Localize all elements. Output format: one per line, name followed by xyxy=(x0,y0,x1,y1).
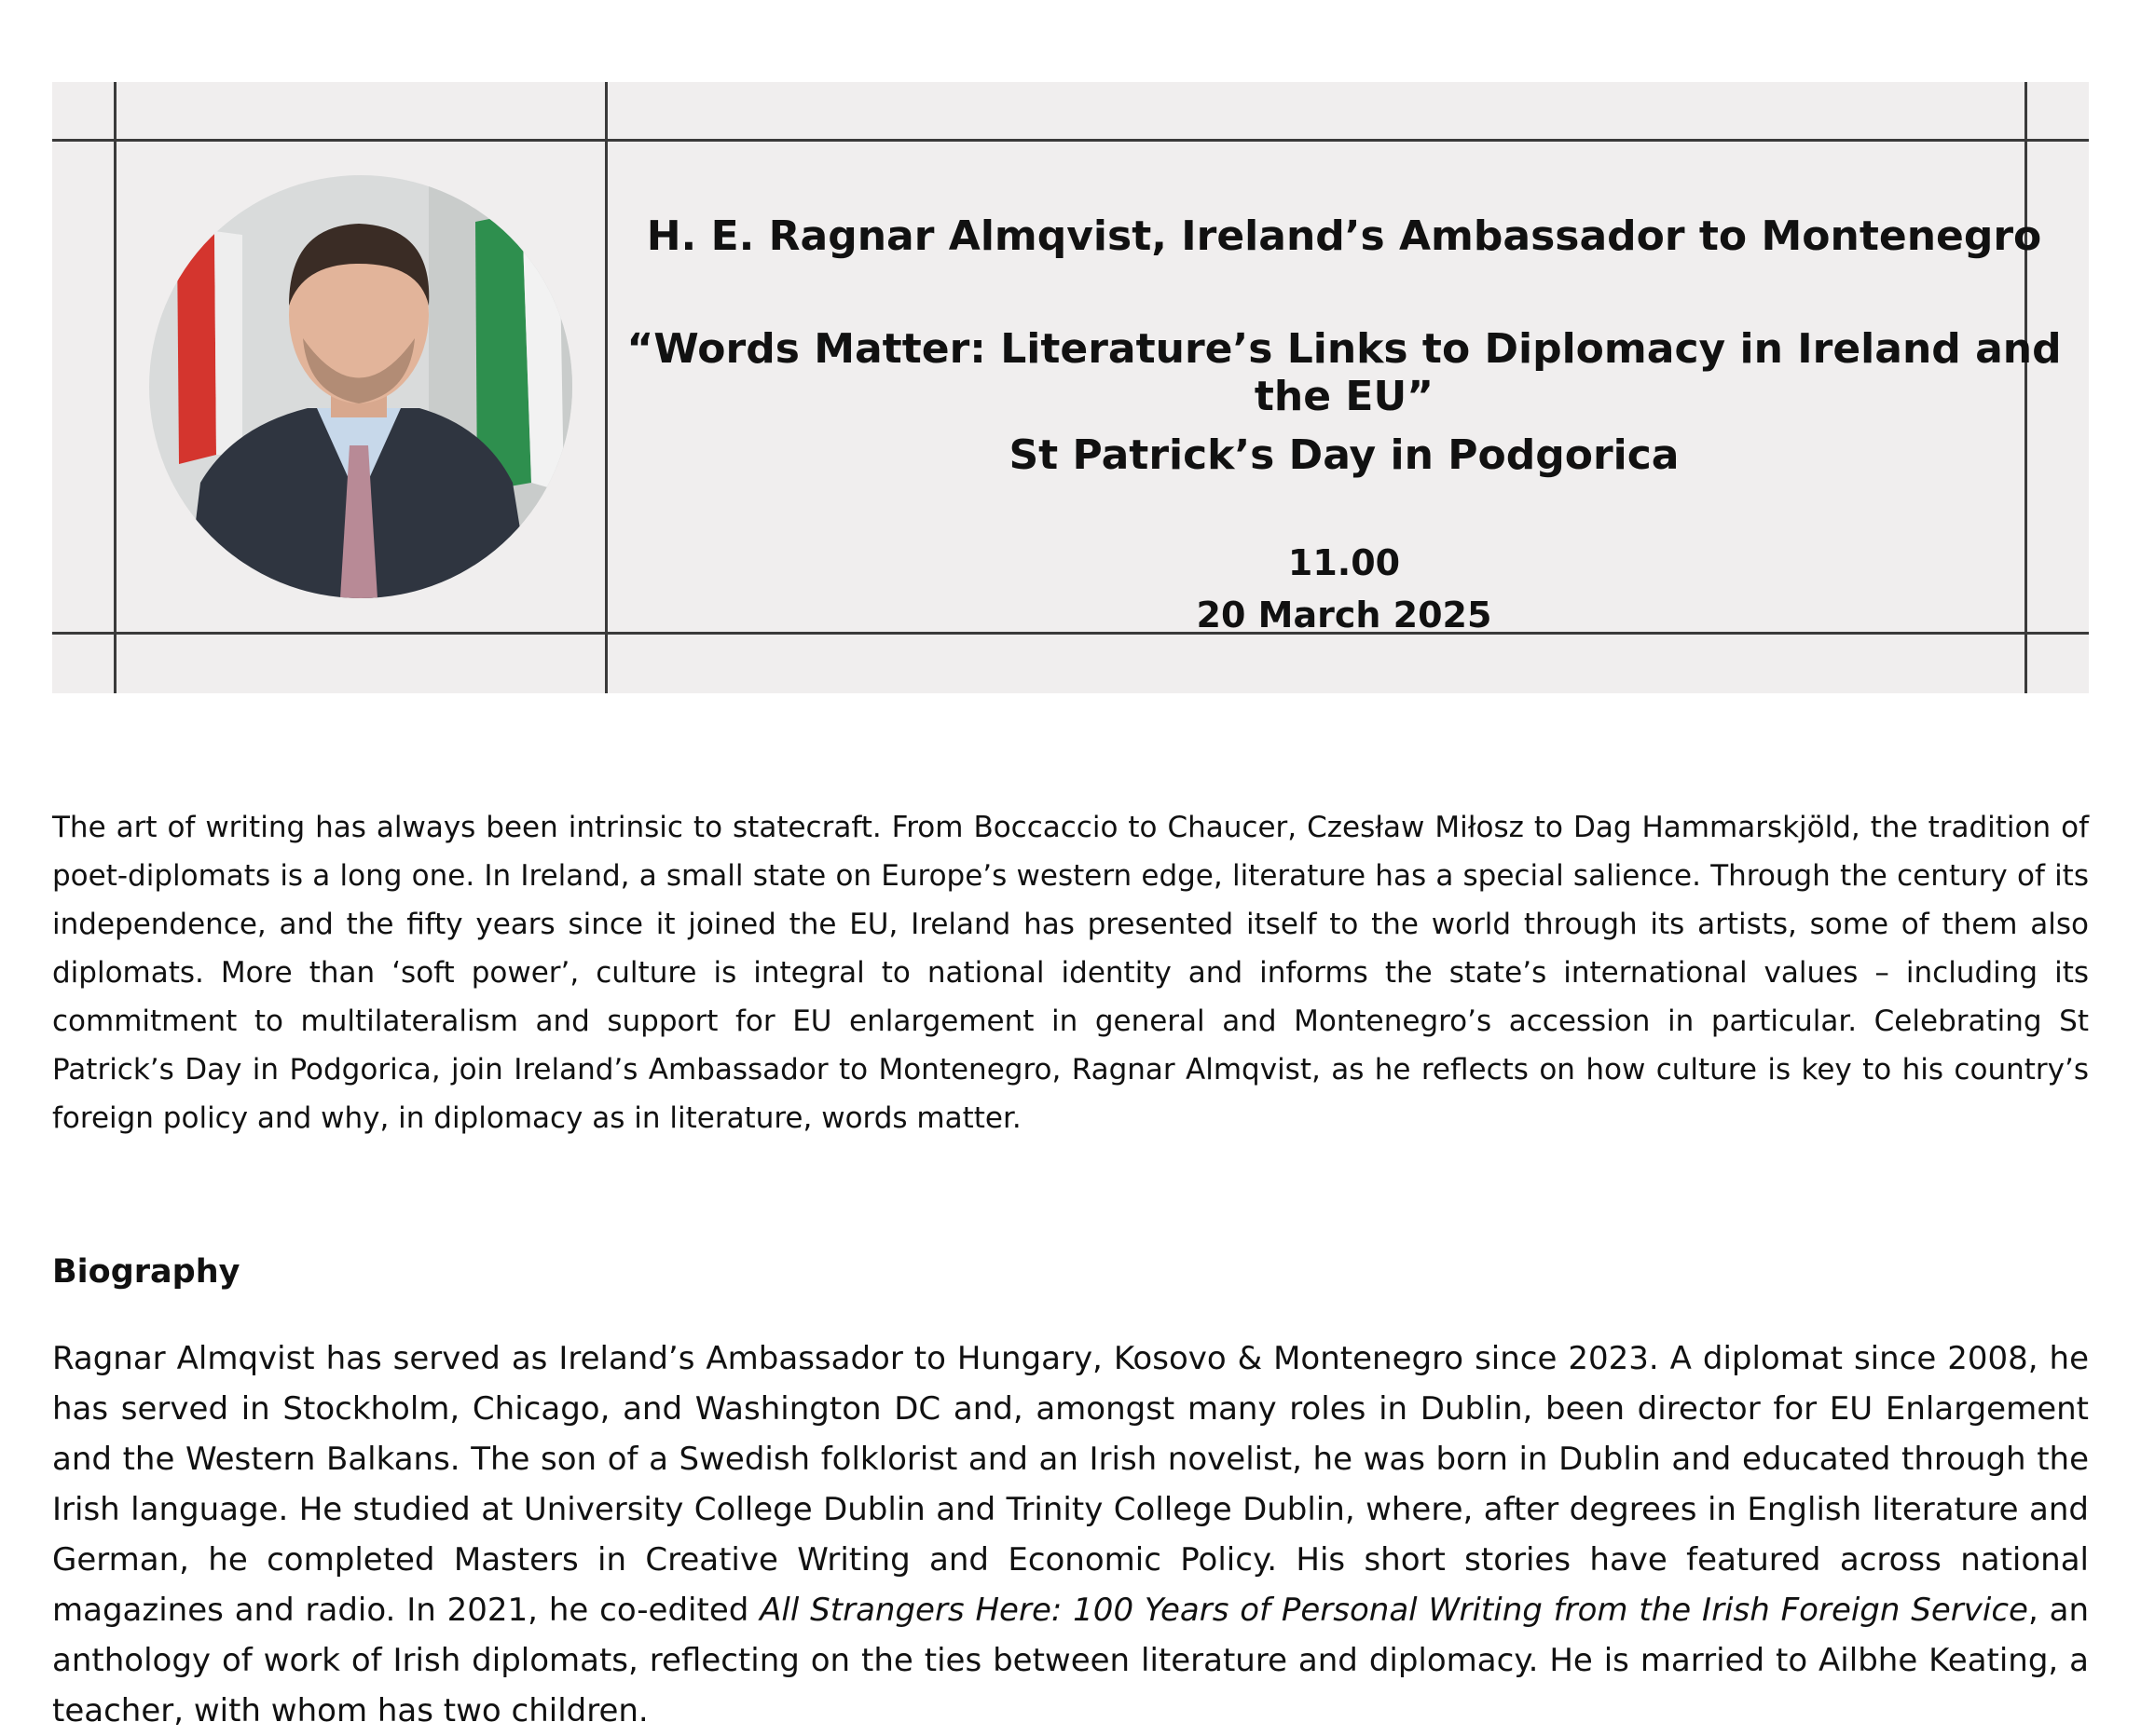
biography-text-part1: Ragnar Almqvist has served as Ireland’s Ambassador to Hungary, Kosovo & Montenegro since 2023. A diplomat since 2008, he has served in Stockholm, Chicago, and Washington DC and, amongst many roles in Dublin, been director for EU Enlargement and the Western Balkans. The son of a Swedish folklorist and an Irish novelist, he was born in Dublin and educated through the Irish language. He studied at University College Dublin and Trinity College Dublin, where, after degrees in English literature and German, he completed Masters in Creative Writing and Economic Policy. His short stories have featured across national magazines and radio. In 2021, he co-edited xyxy=(52,1340,2089,1629)
biography-paragraph xyxy=(52,1333,2089,1736)
event-banner xyxy=(52,82,2089,693)
event-date: 20 March 2025 xyxy=(1196,595,1492,636)
ambassador-portrait xyxy=(149,175,572,598)
biography-heading: Biography xyxy=(52,1253,240,1291)
biography-text-part2: , an anthology of work of Irish diplomats, reflecting on the ties between literature and diplomacy. He is married to Ailbhe Keating, a teacher, with whom has two children. xyxy=(52,1592,2089,1729)
event-subtitle: St Patrick’s Day in Podgorica xyxy=(1009,431,1680,479)
banner-top-rule xyxy=(52,139,2089,142)
flag-red-icon xyxy=(177,231,216,464)
portrait-illustration xyxy=(149,175,572,598)
abstract-paragraph: The art of writing has always been intrinsic to statecraft. From Boccaccio to Chaucer, Czesław Miłosz to Dag Hammarskjöld, the tradition of poet-diplomats is a long one. In Ireland, a small state on Europe’s western edge, literature has a special salience. Through the century of its independence, and the fifty years since it joined the EU, Ireland has presented itself to the world through its artists, some of them also diplomats. More than ‘soft power’, culture is integral to national identity and informs the state’s international values – including its commitment to multilateralism and support for EU enlargement in general and Montenegro’s accession in particular. Celebrating St Patrick’s Day in Podgorica, join Ireland’s Ambassador to Montenegro, Ragnar Almqvist, as he reflects on how culture is key to his country’s foreign policy and why, in diplomacy as in literature, words matter. xyxy=(52,811,2089,1135)
talk-title: “Words Matter: Literature’s Links to Diplomacy in Ireland and the EU” xyxy=(626,325,2062,420)
ambassador-title: H. E. Ragnar Almqvist, Ireland’s Ambassador to Montenegro xyxy=(646,212,2042,260)
book-title: All Strangers Here: 100 Years of Personal Writing from the Irish Foreign Service xyxy=(760,1592,2028,1629)
banner-text xyxy=(608,212,2080,636)
banner-left-rule xyxy=(114,82,117,693)
event-time: 11.00 xyxy=(1287,542,1401,583)
